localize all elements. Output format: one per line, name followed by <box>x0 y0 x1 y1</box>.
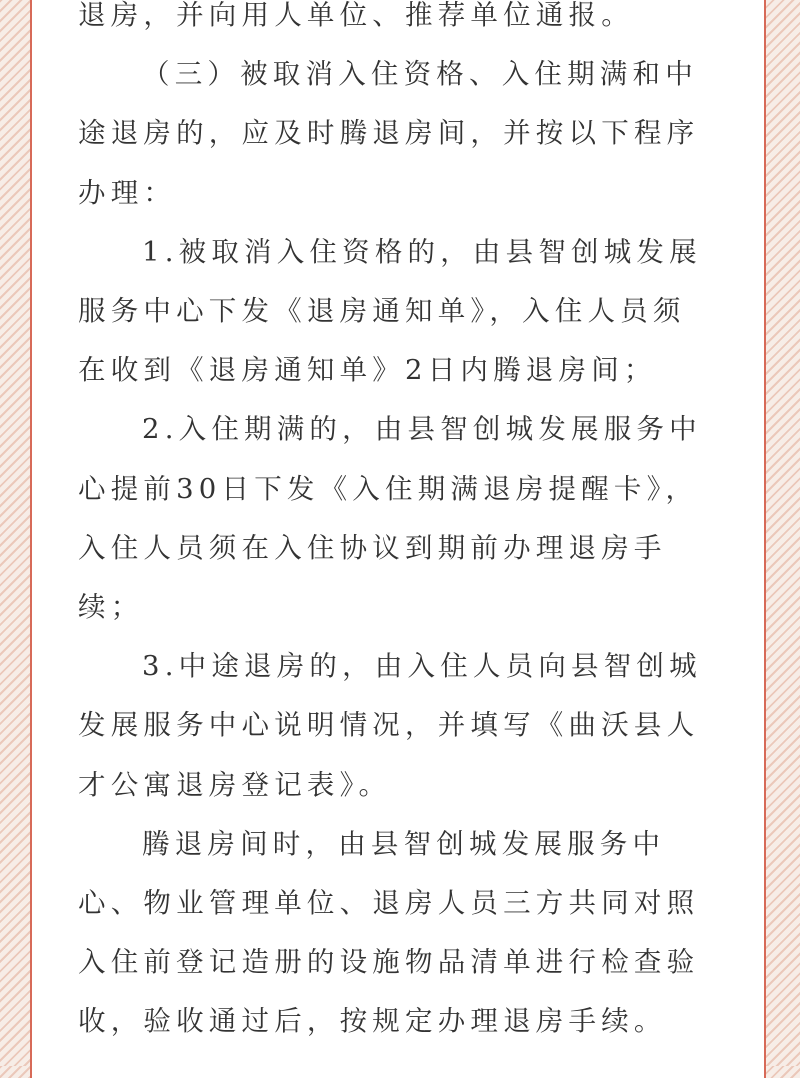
text-line: 1.被取消入住资格的，由县智创城发展 <box>142 235 702 268</box>
paragraph-item-3 <box>78 637 724 815</box>
text-line: 心、物业管理单位、退房人员三方共同对照 <box>78 887 700 920</box>
text-line: 入住前登记造册的设施物品清单进行检查验 <box>78 946 700 979</box>
text-line: 才公寓退房登记表》。 <box>78 768 392 801</box>
text-line: 3.中途退房的，由入住人员向县智创城 <box>142 650 702 683</box>
paragraph-section-3 <box>78 45 724 223</box>
text-line: 收，验收通过后，按规定办理退房手续。 <box>78 1005 667 1038</box>
paragraph-report <box>78 0 724 45</box>
text-line: （三）被取消入住资格、入住期满和中 <box>142 58 698 91</box>
text-line: 服务中心下发《退房通知单》，入住人员须 <box>78 295 686 328</box>
text-line: 发展服务中心说明情况，并填写《曲沃县人 <box>78 709 700 742</box>
document-page <box>30 0 766 1078</box>
text-line: 腾退房间时，由县智创城发展服务中 <box>142 827 666 860</box>
text-line: 心提前30日下发《入住期满退房提醒卡》， <box>78 472 699 505</box>
text-line: 办理： <box>78 176 177 209</box>
paragraph-item-2 <box>78 400 724 637</box>
text-line: 在收到《退房通知单》2日内腾退房间； <box>78 354 657 387</box>
paragraph-vacate <box>78 815 724 1052</box>
text-line: 退房，并向用人单位、推荐单位通报。 <box>78 0 634 31</box>
text-line: 入住人员须在入住协议到期前办理退房手 <box>78 531 667 564</box>
text-line: 途退房的，应及时腾退房间，并按以下程序 <box>78 117 700 150</box>
text-line: 2.入住期满的，由县智创城发展服务中 <box>142 413 702 446</box>
text-line: 续； <box>78 591 144 624</box>
paragraph-item-1 <box>78 223 724 401</box>
document-body <box>78 0 724 1052</box>
